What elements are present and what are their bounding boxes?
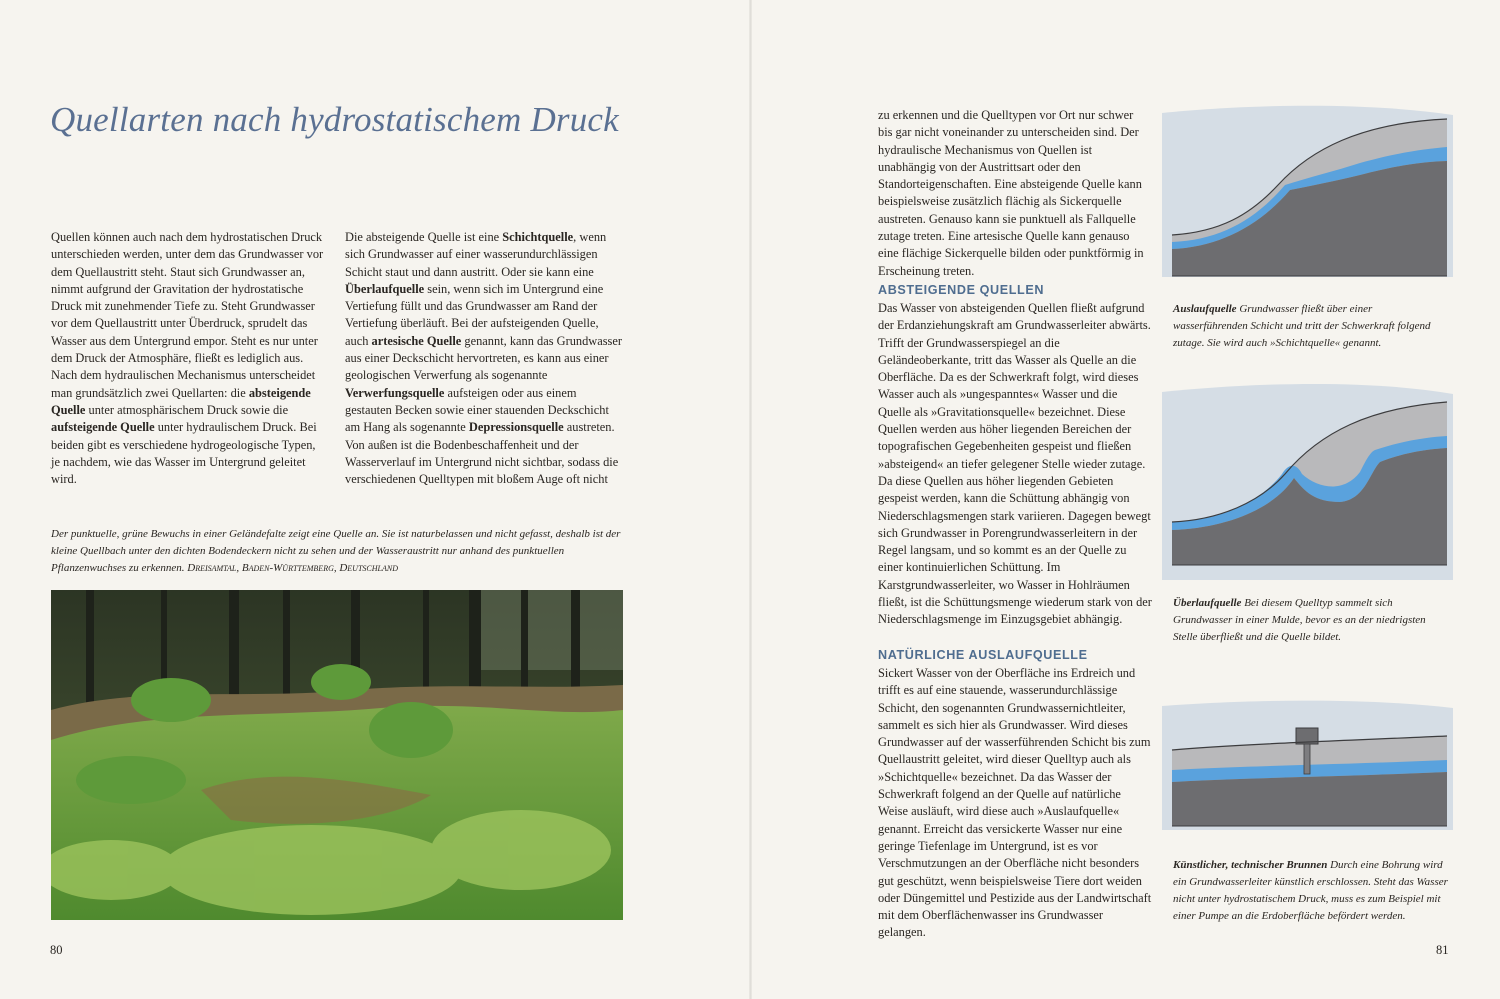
paragraph: Nach dem hydraulischen Mechanismus unterscheidet man grundsätzlich zwei Quellarten: die absteigende Quelle unter atmosphärischem Druck sowie die aufsteigende Quelle unter hydraulischem Druck. Bei beiden gibt es verschiedene hydrogeologische Typen, je nachdem, wie das Wasser im Untergrund geleitet wird. bbox=[51, 368, 317, 487]
caption-auslaufquelle: Auslaufquelle Grundwasser fließt über einer wasserführenden Schicht und tritt der Schwerkraft folgend zutage. Sie wird auch »Schichtquelle« genannt. bbox=[1173, 303, 1431, 349]
diagram-auslaufquelle bbox=[1160, 105, 1455, 280]
section-natuerliche-auslaufquelle-text bbox=[878, 665, 1153, 942]
paragraph: zu erkennen und die Quelltypen vor Ort nur schwer bis gar nicht voneinander zu unterscheiden sind. Der hydraulische Mechanismus von Quellen ist unabhängig von der Austrittsart oder den Standorteigenschaften. Eine absteigende Quelle kann beispielsweise zusätzlich flächig als Sickerquelle austreten. Genauso kann sie punktuell als Fallquelle zutage treten. Eine artesische Quelle kann genauso eine flächige Sickerquelle bilden oder punktförmig in Erscheinung treten. bbox=[878, 108, 1144, 278]
left-column-1 bbox=[51, 229, 326, 488]
page-number-right: 81 bbox=[1436, 943, 1449, 957]
photo-caption: Der punktuelle, grüne Bewuchs in einer Geländefalte zeigt eine Quelle an. Sie ist naturbelassen und nicht gefasst, deshalb ist der kleine Quellbach unter den dichten Bodendeckern nicht zu sehen und der Wasseraustritt nur anhand des punktuellen Pflanzenwuchses zu erkennen. Dreisamtal, Baden-Württemberg, Deutschland bbox=[51, 528, 621, 574]
paragraph: Die absteigende Quelle ist eine Schichtquelle, wenn sich Grundwasser auf einer wasserundurchlässigen Schicht staut und dann austritt. Oder sie kann eine Überlaufquelle sein, wenn sich im Untergrund eine Vertiefung füllt und das Grundwasser am Rand der Vertiefung überläuft. Bei der aufsteigenden Quelle, auch artesische Quelle genannt, kann das Grundwasser aus einer Deckschicht hervortreten, es kann aus einer geologischen Verwerfung als sogenannte Verwerfungsquelle aufsteigen oder aus einem gestauten Becken sowie einer stauenden Deckschicht am Hang als sogenannte Depressionsquelle austreten. bbox=[345, 230, 623, 435]
section-heading-absteigende-quellen: ABSTEIGENDE QUELLEN bbox=[878, 283, 1045, 297]
caption-ueberlaufquelle: Überlaufquelle Bei diesem Quelltyp sammelt sich Grundwasser in einer Mulde, bevor es an der niedrigsten Stelle überfließt und die Quelle bildet. bbox=[1173, 597, 1426, 643]
page-title: Quellarten nach hydrostatischem Druck bbox=[50, 100, 619, 139]
paragraph: Von außen ist die Bodenbeschaffenheit und der Wasserverlauf im Untergrund nicht sichtbar, sodass die verschiedenen Quelltypen mit bloßem Auge oft nicht bbox=[345, 437, 619, 487]
diagram-ueberlaufquelle bbox=[1160, 382, 1455, 582]
paragraph: Quellen können auch nach dem hydrostatischen Druck unterschieden werden, unter dem das Grundwasser vor dem Quellaustritt steht. Staut sich Grundwasser an, nimmt aufgrund der Gravitation der hydrostatische Druck mit zunehmender Tiefe zu. Steht Grundwasser vor dem Quellaustritt unter Überdruck, sprudelt das Wasser aus dem Untergrund empor. Steht es nur unter dem Druck der Atmosphäre, fließt es lediglich aus. bbox=[51, 230, 324, 366]
section-heading-natuerliche-auslaufquelle: NATÜRLICHE AUSLAUFQUELLE bbox=[878, 648, 1088, 662]
photo-location: Dreisamtal, Baden-Württemberg, Deutschland bbox=[187, 562, 398, 574]
paragraph: Das Wasser von absteigenden Quellen fließt aufgrund der Erdanziehungskraft am Grundwasserleiter abwärts. Trifft der Grundwasserspiegel an die Geländeoberkante, tritt das Wasser als Quelle an die Oberfläche. Da es der Schwerkraft folgt, wird dieses Wasser auch als »ungespanntes« Wasser und die Quelle als »Gravitationsquelle« bezeichnet. Diese Quellen werden aus höher liegenden Bereichen der topografischen Gegebenheiten gespeist und fließen »absteigend« an tiefer gelegener Stelle wieder zutage. Da diese Quellen aus höher liegenden Gebieten gespeist werden, kann die Schüttung abhängig von Niederschlagsmengen stark variieren. Dagegen bewegt sich Grundwasser in Porengrundwasserleitern in der Regel langsam, und so kommt es an der Quelle zu einer kontinuierlichen Schüttung. Im Karstgrundwasserleiter, wo Wasser in Hohlräumen fließt, ist die Schüttungsmenge wiederum stark von der Niederschlagsmenge im Einzugsgebiet abhängig. bbox=[878, 301, 1152, 627]
right-intro-text bbox=[878, 107, 1150, 280]
book-gutter bbox=[749, 0, 752, 999]
caption-brunnen: Künstlicher, technischer Brunnen Durch eine Bohrung wird ein Grundwasserleiter künstlich erschlossen. Steht das Wasser nicht unter hydrostatischem Druck, muss es zum Beispiel mit einer Pumpe an die Erdoberfläche befördert werden. bbox=[1173, 859, 1448, 922]
left-column-2 bbox=[345, 229, 622, 488]
section-absteigende-quellen-text bbox=[878, 300, 1153, 629]
diagram-brunnen bbox=[1160, 700, 1455, 832]
page-number-left: 80 bbox=[50, 943, 63, 957]
paragraph: Sickert Wasser von der Oberfläche ins Erdreich und trifft es auf eine stauende, wasserundurchlässige Schicht, den sogenannten Grundwassernichtleiter, sammelt es sich hier als Grundwasser. Wird dieses Grundwasser auf der wasserführenden Schicht bis zum Quellaustritt geleitet, wird dieser Quelltyp auch als »Schichtquelle« bezeichnet. Da das Wasser der Schwerkraft folgend an der Quelle auf natürliche Weise ausläuft, wird diese auch »Auslaufquelle« genannt. Erreicht das versickerte Wasser nur eine geringe Tiefenlage im Untergrund, ist es vor Verschmutzungen an der Oberfläche nicht besonders gut geschützt, wenn beispielsweise Tiere dort weiden oder Düngemittel und Pestizide aus der Landwirtschaft mit dem Oberflächenwasser ins Grundwasser gelangen. bbox=[878, 666, 1152, 940]
forest-spring-photo bbox=[51, 590, 623, 920]
